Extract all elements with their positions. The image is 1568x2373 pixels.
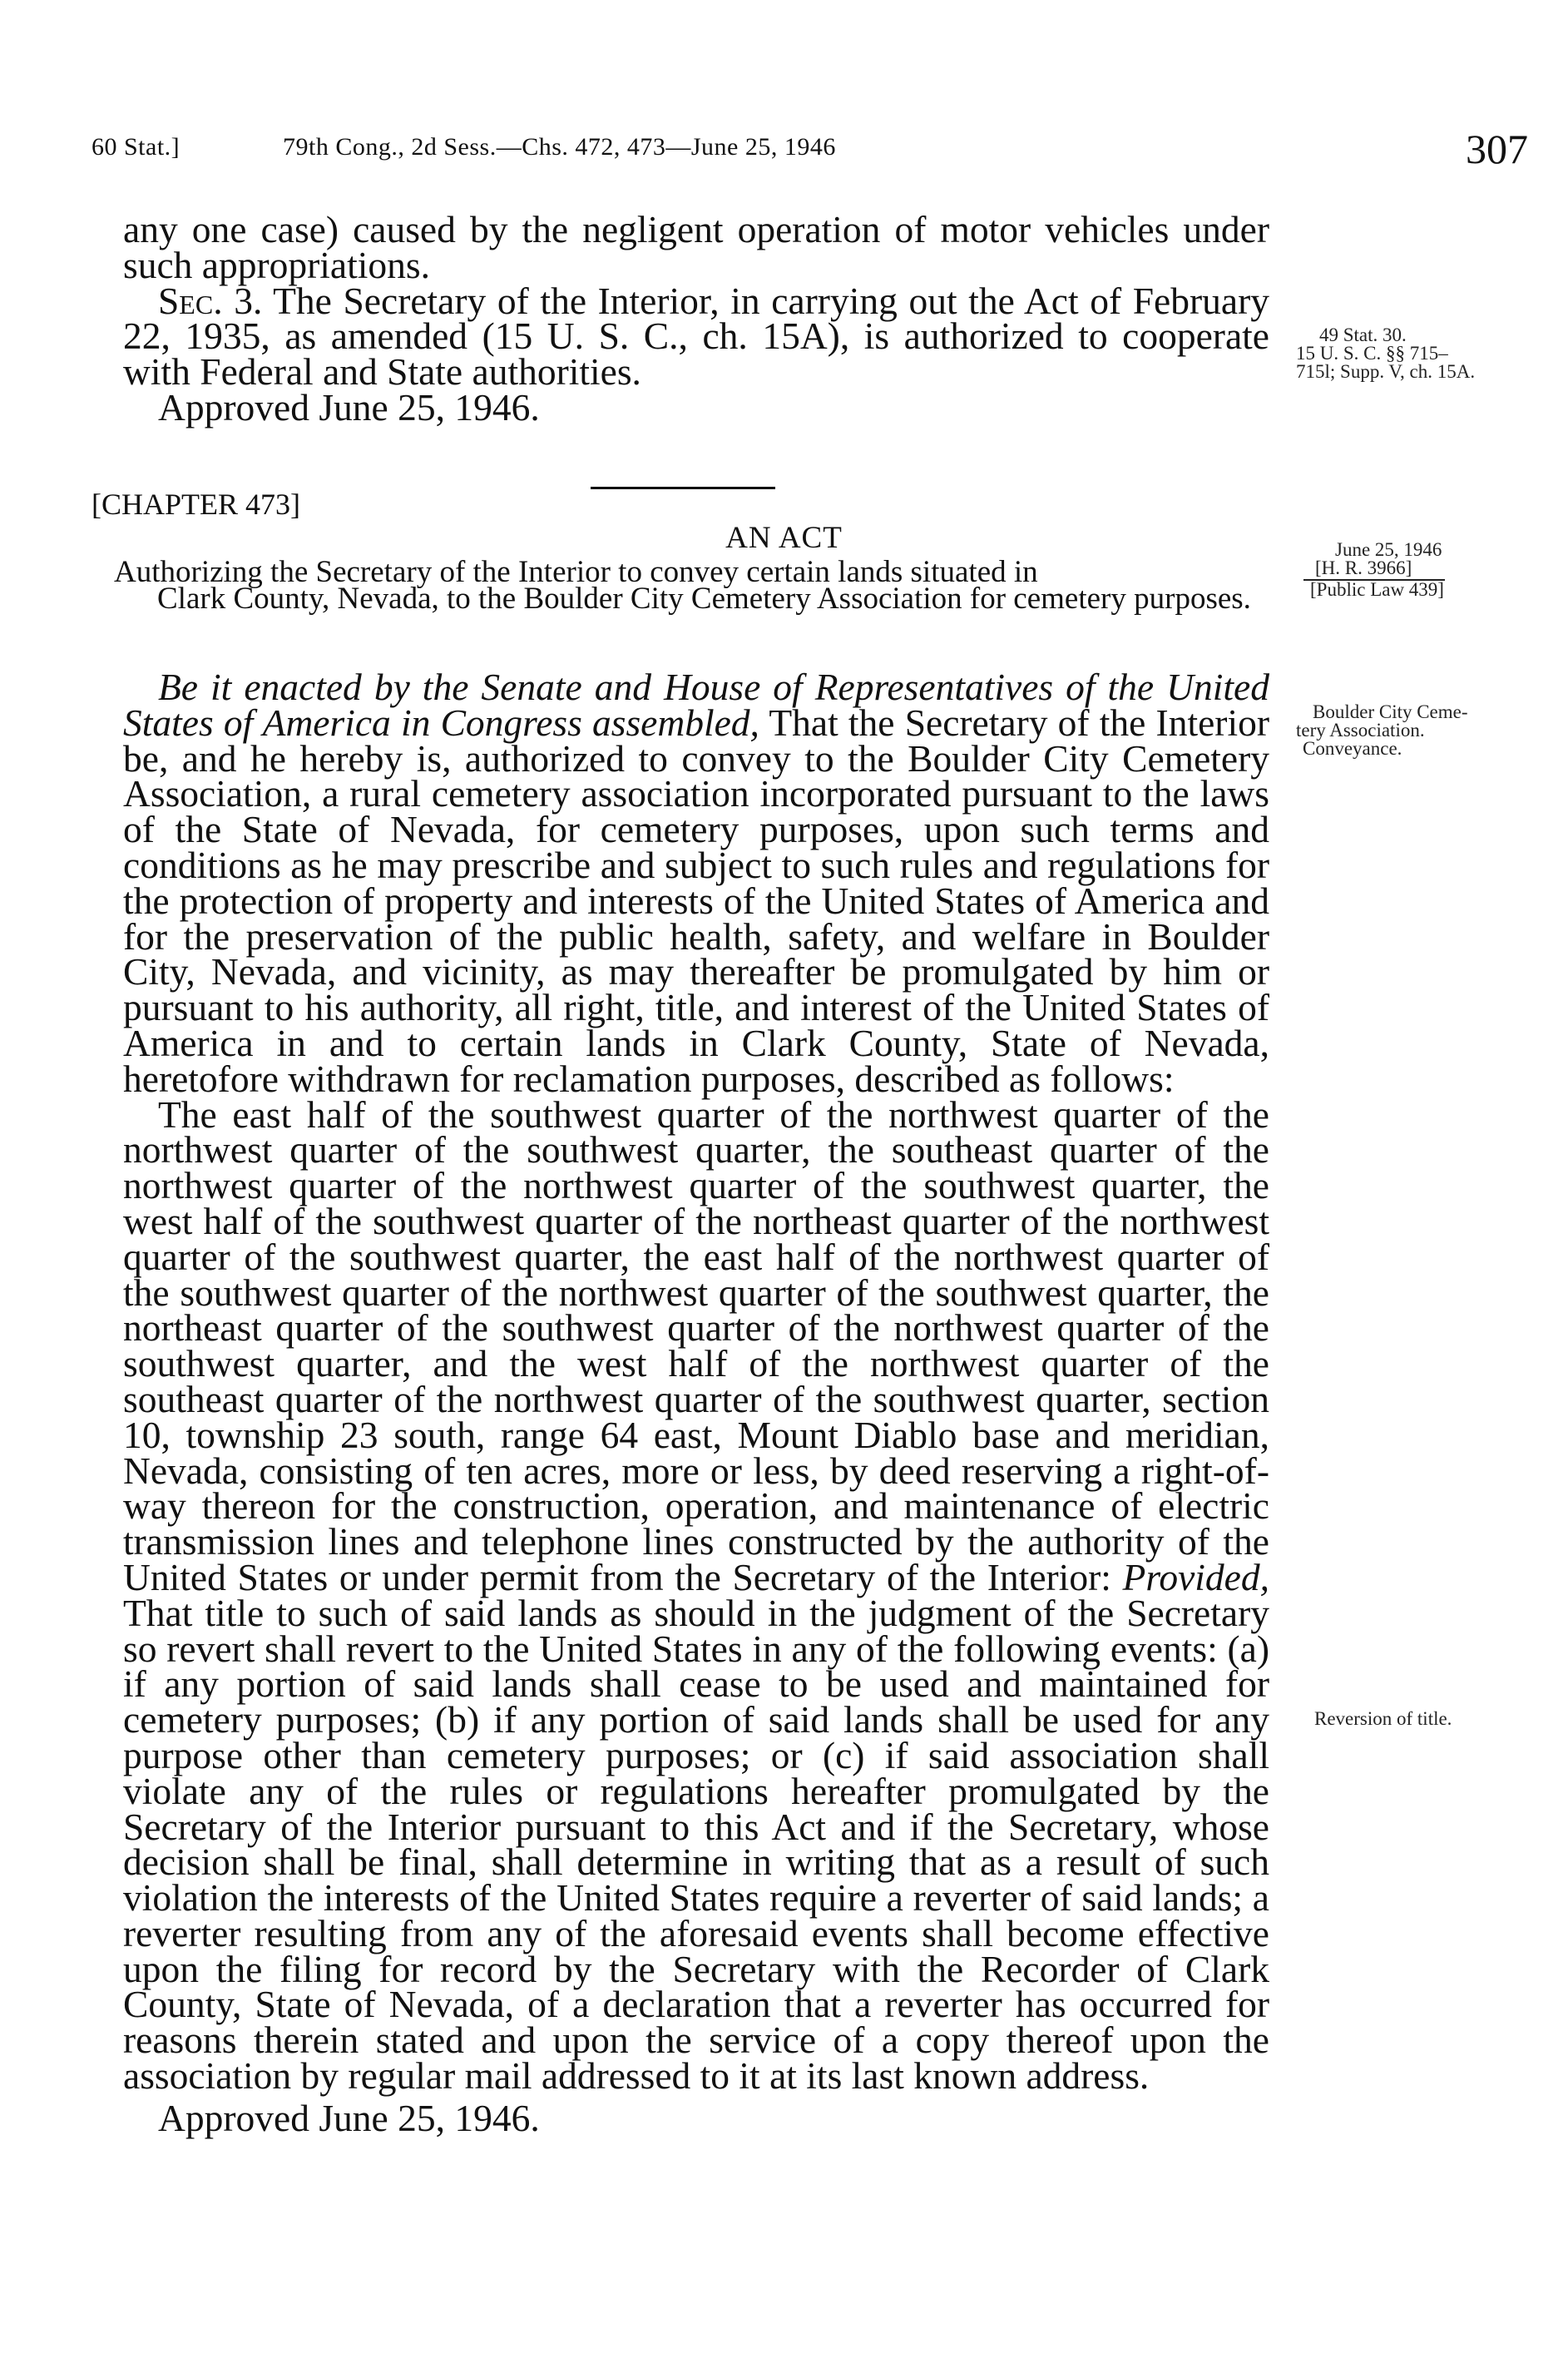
citation-line: 15 U. S. C. §§ 715– xyxy=(1296,343,1448,364)
act-body xyxy=(123,666,1269,2139)
bill-number: [H. R. 3966] xyxy=(1315,557,1412,578)
margin-citation xyxy=(1296,326,1475,381)
proviso-word: Provided, xyxy=(1122,1555,1269,1598)
act-title-line: Authorizing the Secretary of the Interior to convey certain lands situated in xyxy=(114,555,1038,589)
margin-conveyance-note xyxy=(1296,703,1468,758)
header-statute-ref: 60 Stat.] xyxy=(92,133,181,161)
conveyance-line: Conveyance. xyxy=(1303,738,1402,759)
section-3-text: The Secretary of the Interior, in carrying out the Act of February 22, 1935, as amended (15 U. S. C., ch. 15A), is authorized to cooperate with Federal and State authorities. xyxy=(123,279,1269,394)
public-law-number: [Public Law 439] xyxy=(1310,579,1444,600)
reversion-label: Reversion of title. xyxy=(1314,1708,1452,1729)
page-number: 307 xyxy=(1466,126,1528,172)
act-title-continuation: Clark County, Nevada, to the Boulder City Cemetery Association for cemetery purposes. xyxy=(157,582,1251,616)
conveyance-line: Boulder City Ceme- xyxy=(1313,701,1468,722)
previous-act-text xyxy=(123,208,1269,429)
previous-approval: Approved June 25, 1946. xyxy=(158,385,540,429)
act-heading: AN ACT xyxy=(725,521,843,555)
conveyance-line: tery Association. xyxy=(1296,720,1425,741)
section-divider xyxy=(591,487,775,489)
land-description-text: The east half of the southwest quarter of the northwest quarter of the northwest quarter of the southwest quarter, the southeast quarter of the northwest quarter of the northwest quarter of the southwest quarter, the west half of the southwest quarter of the northeast quarter of the northwest quarter of the southwest quarter, the east half of the northwest quarter of the southwest quarter of the northwest quarter of the southwest quarter, the northeast quarter of the southwest quarter of the northwest quarter of the southwest quarter, and the west half of the northwest quarter of the southeast quarter of the northwest quarter of the southwest quarter, section 10, township 23 south, range 64 east, Mount Diablo base and meridian, Nevada, consisting of ten acres, more or less, by deed reserving a right-of-way thereon for the construction, operation, and maintenance of electric transmission lines and telephone lines constructed by the authority of the United States or under permit from the Secretary of the Interior: xyxy=(123,1092,1269,1598)
continuation-paragraph: any one case) caused by the negligent operation of motor vehicles under such appropriations. xyxy=(123,208,1269,286)
act-title xyxy=(114,555,1258,616)
chapter-label: [CHAPTER 473] xyxy=(92,488,300,521)
section-3-paragraph xyxy=(123,279,1269,394)
land-description-paragraph xyxy=(123,1092,1269,2098)
section-3-label: Sec. 3. xyxy=(158,279,263,322)
enacting-clause: Be it enacted by the Senate and House of Representatives of the United States of America in Congress assembled, xyxy=(123,666,1269,744)
reversion-text: That title to such of said lands as should in the judgment of the Secretary so revert shall revert to the United States in any of the following events: (a) if any portion of said lands shall cease to be used and maintained for cemetery purposes; (b) if any portion of said lands shall be used for any purpose other than cemetery purposes; or (c) if said association shall violate any of the rules or regulations hereafter promulgated by the Secretary of the Interior pursuant to this Act and if the Secretary, whose decision shall be final, shall determine in writing that as a result of such violation the interests of the United States require a reverter of said lands; a reverter resulting from any of the aforesaid events shall become effective upon the filing for record by the Secretary with the Recorder of Clark County, State of Nevada, of a declaration that a reverter has occurred for reasons therein stated and upon the service of a copy thereof upon the association by regular mail addressed to it at its last known address. xyxy=(123,1591,1269,2098)
approval-line: Approved June 25, 1946. xyxy=(158,2096,540,2139)
act-date: June 25, 1946 xyxy=(1335,539,1442,560)
header-session-info: 79th Cong., 2d Sess.—Chs. 472, 473—June 25, 1946 xyxy=(283,133,836,161)
citation-line: 49 Stat. 30. xyxy=(1319,324,1407,345)
citation-line: 715l; Supp. V, ch. 15A. xyxy=(1296,361,1476,382)
margin-reversion-note xyxy=(1314,1710,1452,1728)
conveyance-text: That the Secretary of the Interior be, and he hereby is, authorized to convey to the Boulder City Cemetery Association, a rural cemetery association incorporated pursuant to the laws of the State of Nevada, for cemetery purposes, upon such terms and conditions as he may prescribe and subject to such rules and regulations for the protection of property and interests of the United States of America and for the preservation of the public health, safety, and welfare in Boulder City, Nevada, and vicinity, as may thereafter be promulgated by him or pursuant to his authority, all right, title, and interest of the United States of America in and to certain lands in Clark County, State of Nevada, heretofore withdrawn for reclamation purposes, described as follows: xyxy=(123,701,1269,1100)
margin-bill-info xyxy=(1303,541,1470,599)
enacting-paragraph xyxy=(123,666,1269,1100)
